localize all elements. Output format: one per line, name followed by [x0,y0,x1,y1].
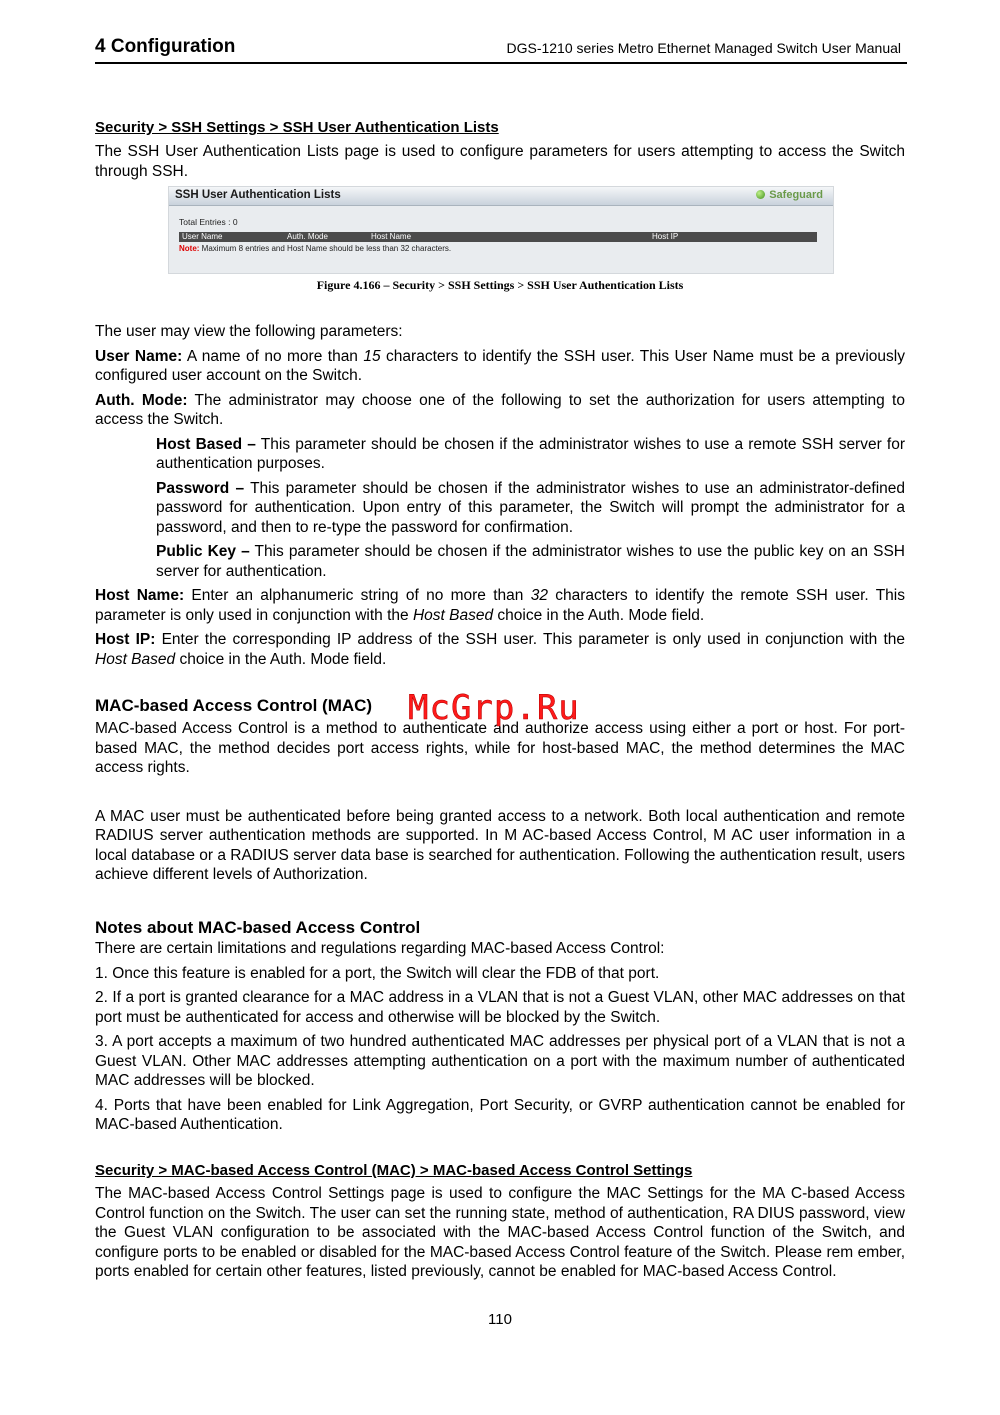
figure-caption: Figure 4.166 – Security > SSH Settings > SSH User Authentication Lists [316,278,684,292]
ssh-intro: The SSH User Authentication Lists page is used to configure parameters for users attempting to access the Switch through SSH. [95,143,905,180]
param-user-name: User Name: A name of no more than 15 characters to identify the SSH user. This User Name must be a previously configured user account on the Switch. [95,347,905,384]
mac-heading: MAC-based Access Control (MAC) [95,696,373,715]
page-header [95,36,907,64]
note-item-1: 1. Once this feature is enabled for a port, the Switch will clear the FDB of that port. [95,964,660,982]
ssh-parameters [95,322,905,669]
note-item-3: 3. A port accepts a maximum of two hundred authenticated MAC addresses per physical port of a VLAN that is not a Guest VLAN. Other MAC addresses attempting authentication on a port with the maximum number of authenticated MAC addresses will be blocked. [95,1033,905,1089]
manual-title: DGS-1210 series Metro Ethernet Managed Switch User Manual [506,40,901,56]
params-intro: The user may view the following parameters: [95,323,403,340]
safeguard-label: Safeguard [769,189,823,201]
page-number: 110 [488,1311,512,1328]
note-text: Maximum 8 entries and Host Name should be less than 32 characters. [199,244,452,253]
param-host-name: Host Name: Enter an alphanumeric string of no more than 32 characters to identify the remote SSH user. This parameter is only used in conjunction with the Host Based choice in the Auth. Mode field. [95,587,905,624]
figure-note [179,244,451,253]
mac-settings-section [95,1162,905,1282]
note-item-4: 4. Ports that have been enabled for Link Aggregation, Port Security, or GVRP authentication cannot be enabled for MAC-based Authentication. [95,1096,905,1133]
mac-settings-link[interactable]: Security > MAC-based Access Control (MAC) > MAC-based Access Control Settings [95,1162,693,1179]
option-public-key: Public Key – This parameter should be chosen if the administrator wishes to use the public key on an SSH server for authentication. [156,543,905,580]
option-host-based: Host Based – This parameter should be chosen if the administrator wishes to use a remote SSH server for authentication purposes. [156,435,905,472]
mac-para-2: A MAC user must be authenticated before being granted access to a network. Both local authentication and remote RADIUS server authentication methods are supported. In M AC-based Access Control, M AC user information in a local database or a RADIUS server data base is searched for authentication. Following the authentication result, users achieve different levels of Authorization. [95,807,905,883]
col-user-name: User Name [182,232,223,241]
notes-heading: Notes about MAC-based Access Control [95,918,421,937]
figure-titlebar [169,187,833,206]
safeguard-indicator [756,189,823,201]
note-label: Note: [179,244,200,253]
col-auth-mode: Auth. Mode [287,232,328,241]
ssh-section-link[interactable]: Security > SSH Settings > SSH User Authentication Lists [95,119,499,136]
ssh-section [95,119,905,181]
col-host-name: Host Name [371,232,412,241]
mac-settings-text: The MAC-based Access Control Settings page is used to configure the MAC Settings for the MA C-based Access Control function on the Switch. The user can set the running state, method of authentication, RA DIUS password, view the Guest VLAN configuration to be associated with the MAC-based Access Control function of the Switch, and configure ports to be enabled or disabled for the MAC-based Access Control feature of the Switch. Please rem ember, ports enabled for certain other features, listed previously, cannot be enabled for MAC-based Access Control. [95,1185,905,1280]
col-host-ip: Host IP [652,232,679,241]
watermark: McGrp.Ru [408,688,580,728]
ssh-user-auth-lists-screenshot [168,186,834,274]
total-entries: Total Entries : 0 [179,217,238,227]
figure-title: SSH User Authentication Lists [175,189,341,201]
mac-notes-section [95,918,905,1135]
option-password: Password – This parameter should be chosen if the administrator wishes to use an administrator-defined password for authentication. Upon entry of this parameter, the Switch will prompt the administrator for a password, and then to re-type the password for confirmation. [156,479,906,536]
chapter-title: 4 Configuration [95,36,236,57]
mac-para-1: MAC-based Access Control is a method to authenticate and authorize access using either a port or host. For port-based MAC, the method decides port access rights, while for host-based MAC, the method determines the MAC access rights. [95,720,905,776]
param-auth-mode: Auth. Mode: The administrator may choose one of the following to set the authorization for users attempting to access the Switch. [95,391,905,428]
param-host-ip: Host IP: Enter the corresponding IP address of the SSH user. This parameter is only used in conjunction with the Host Based choice in the Auth. Mode field. [95,631,905,668]
safeguard-icon [756,190,765,199]
notes-intro: There are certain limitations and regulations regarding MAC-based Access Control: [95,940,665,957]
note-item-2: 2. If a port is granted clearance for a MAC address in a VLAN that is not a Guest VLAN, other MAC addresses on that port must be authenticated for access and otherwise will be blocked by the Switch. [95,989,905,1026]
table-header-row [179,232,817,242]
